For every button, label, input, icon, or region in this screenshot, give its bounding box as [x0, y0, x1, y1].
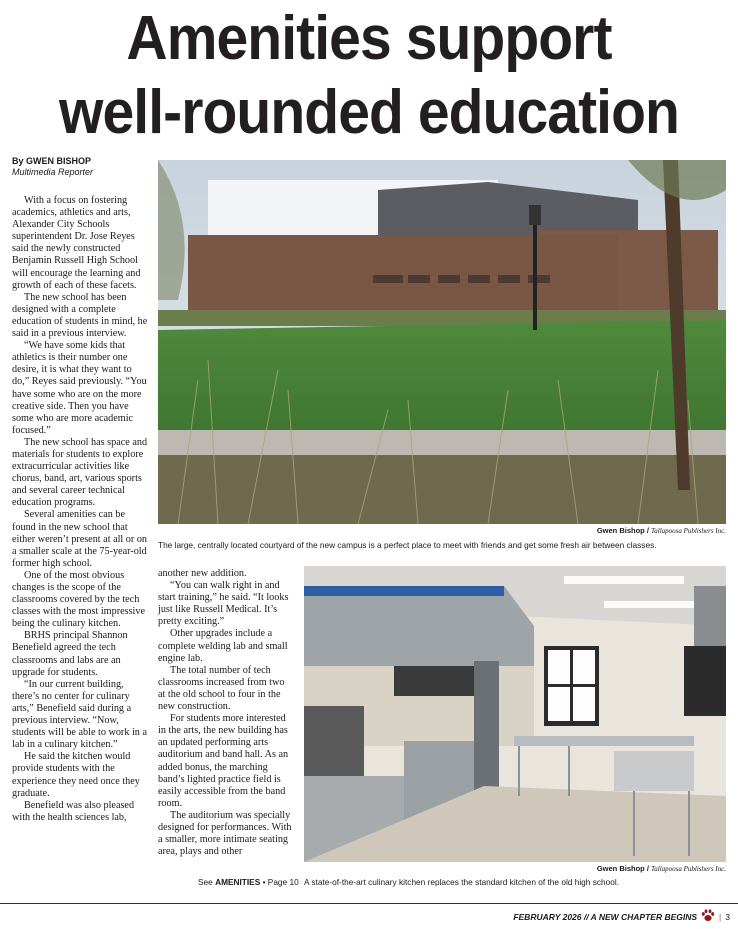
courtyard-photo [158, 160, 726, 524]
paw-icon [701, 909, 715, 924]
paragraph: The new school has space and materials for students to explore extracurricular activities like chorus, band, art, various sports and several career technical education programs. [12, 436, 148, 509]
headline-line-1: Amenities support [126, 4, 612, 73]
paragraph: BRHS principal Shannon Benefield agreed the tech classrooms and labs are an upgrade for students. [12, 630, 128, 678]
photo-credit: Gwen Bishop / Tallapoosa Publishers Inc. [596, 526, 726, 535]
paragraph: One of the most obvious changes is the scope of the classrooms covered by the tech classes with the most impressive being the culinary kitchen. [12, 569, 145, 630]
article-column-1 [12, 195, 148, 824]
byline-title: Multimedia Reporter [12, 167, 94, 177]
paragraph: The total number of tech classrooms increased from two at the old school to four in the new construction. [158, 664, 285, 713]
paragraph: “You can walk right in and start training,” he said. “It looks just like Russell Medical. It’s pretty exciting.” [158, 580, 289, 628]
footer-issue: FEBRUARY 2026 // A NEW CHAPTER BEGINS [513, 911, 698, 922]
byline [12, 156, 93, 178]
paragraph: Several amenities can be found in the new school that either weren’t present at all or on a smaller scale at the 75-year-old former high school. [12, 509, 148, 569]
kitchen-photo [304, 566, 726, 862]
page-footer [513, 909, 730, 924]
footer-rule [0, 903, 738, 904]
paragraph: another new addition. [158, 568, 247, 579]
article-column-2 [158, 568, 294, 858]
footer-separator: | [719, 911, 722, 922]
photo-credit: Gwen Bishop / Tallapoosa Publishers Inc. [596, 864, 726, 873]
photo-caption: A state-of-the-art culinary kitchen replaces the standard kitchen of the old high school. [304, 877, 619, 887]
paragraph: He said the kitchen would provide students with the experience they need once they graduate. [12, 751, 140, 799]
paragraph: Benefield was also pleased with the health sciences lab, [12, 799, 135, 823]
paragraph: “In our current building, there’s no center for culinary arts,” Benefield said during a previous interview. “Now, students will be able to work in a lab in a culinary kitchen.” [12, 678, 147, 751]
paragraph: “We have some kids that athletics is their number one desire, it is what they want to do,” Reyes said previously. “You have some who are on the more creative side. Then you have some who are more academic focused.” [12, 340, 147, 436]
jump-line: See AMENITIES • Page 10 [198, 877, 299, 887]
jump-keyword: AMENITIES [215, 877, 261, 887]
paragraph: For students more interested in the arts, the new building has an updated performing arts auditorium and band hall. As an added bonus, the marching band’s lighted practice field is easily accessible from the band room. [158, 713, 289, 809]
paragraph: The new school has been designed with a complete education of students in mind, he said in a previous interview. [12, 291, 148, 340]
photo-caption: The large, centrally located courtyard of the new campus is a perfect place to meet with friends and get some fresh air between classes. [158, 540, 657, 550]
headline-line-2: well-rounded education [59, 78, 679, 147]
paragraph: Other upgrades include a complete welding lab and small engine lab. [158, 628, 288, 664]
byline-name: By GWEN BISHOP [12, 156, 92, 166]
page-number: 3 [725, 911, 730, 922]
paragraph: With a focus on fostering academics, athletics and arts, Alexander City Schools superintendent Dr. Jose Reyes said the newly constructed Benjamin Russell High School will encourage the learning and growth of each of these facets. [12, 195, 141, 291]
paragraph: The auditorium was specially designed for performances. With a smaller, more intimate seating area, plays and other [158, 809, 292, 858]
